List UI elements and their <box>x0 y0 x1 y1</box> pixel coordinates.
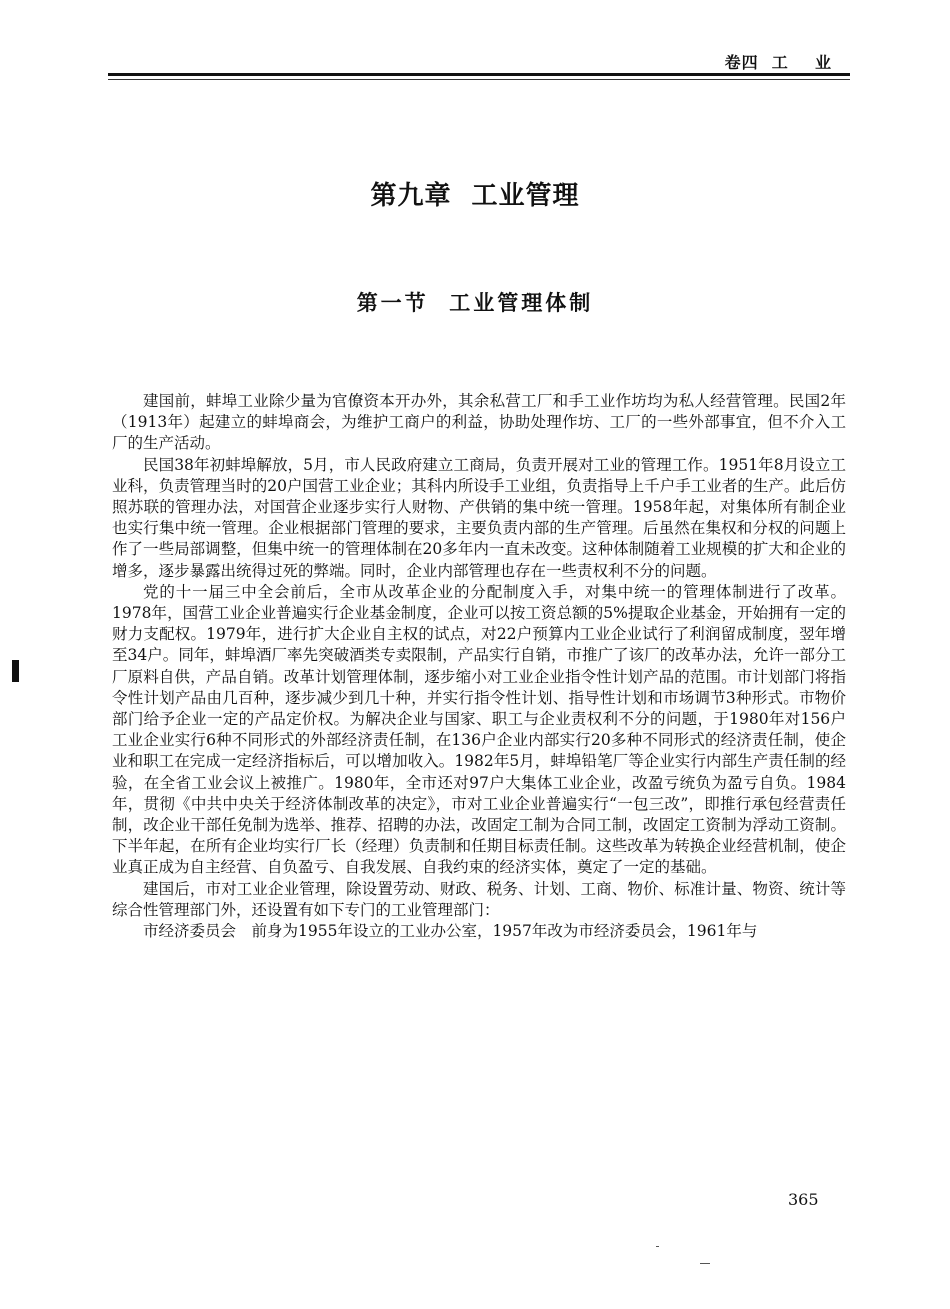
paragraph-5: 市经济委员会 前身为1955年设立的工业办公室，1957年改为市经济委员会，1961年与 <box>143 922 758 941</box>
paragraph-4: 建国后，市对工业企业管理，除设置劳动、财政、税务、计划、工商、物价、标准计量、物资、统计等综合性管理部门外，还设置有如下专门的工业管理部门： <box>112 879 846 919</box>
scan-speck <box>700 1263 710 1264</box>
page-number: 365 <box>788 1190 819 1209</box>
running-head: 卷四 工 业 <box>724 53 832 72</box>
paragraph-2: 民国38年初蚌埠解放，5月，市人民政府建立工商局，负责开展对工业的管理工作。1951年8月设立工业科，负责管理当时的20户国营工业企业；其科内所设手工业组，负责指导上千户手工业者的生产。此后仿照苏联的管理办法，对国营企业逐步实行人财物、产供销的集中统一管理。1958年起，对集体所有制企业也实行集中统一管理。企业根据部门管理的要求，主要负责内部的生产管理。后虽然在集权和分权的问题上作了一些局部调整，但集中统一的管理体制在20多年内一直未改变。这种体制随着工业规模的扩大和企业的增多，逐步暴露出统得过死的弊端。同时，企业内部管理也存在一些责权利不分的问题。 <box>112 455 846 580</box>
chapter-title: 第九章 工业管理 <box>370 181 580 211</box>
paragraph-3: 党的十一届三中全会前后，全市从改革企业的分配制度入手，对集中统一的管理体制进行了改革。1978年，国营工业企业普遍实行企业基金制度，企业可以按工资总额的5%提取企业基金，开始拥有一定的财力支配权。1979年，进行扩大企业自主权的试点，对22户预算内工业企业试行了利润留成制度，翌年增至34户。同年，蚌埠酒厂率先突破酒类专卖限制，产品实行自销，市推广了该厂的改革办法，允许一部分工厂原料自供，产品自销。改革计划管理体制，逐步缩小对工业企业指令性计划产品的范围。市计划部门将指令性计划产品由几百种，逐步减少到几十种，并实行指令性计划、指导性计划和市场调节3种形式。市物价部门给予企业一定的产品定价权。为解决企业与国家、职工与企业责权利不分的问题，于1980年对156户工业企业实行6种不同形式的外部经济责任制，在136户企业内部实行20多种不同形式的经济责任制，使企业和职工在完成一定经济指标后，可以增加收入。1982年5月，蚌埠铅笔厂等企业实行内部生产责任制的经验，在全省工业会议上被推广。1980年，全市还对97户大集体工业企业，改盈亏统负为盈亏自负。1984年，贯彻《中共中央关于经济体制改革的决定》，市对工业企业普遍实行“一包三改”，即推行承包经营责任制，改企业干部任免制为选举、推荐、招聘的办法，改固定工制为合同工制，改固定工资制为浮动工资制。下半年起，在所有企业均实行厂长（经理）负责制和任期目标责任制。这些改革为转换企业经营机制，使企业真正成为自主经营、自负盈亏、自我发展、自我约束的经济实体，奠定了一定的基础。 <box>112 582 846 877</box>
header-rule <box>108 73 850 76</box>
margin-mark <box>12 660 19 682</box>
body-text <box>112 391 846 942</box>
scan-speck <box>656 1246 659 1247</box>
section-title: 第一节 工业管理体制 <box>356 290 594 315</box>
paragraph-1: 建国前，蚌埠工业除少量为官僚资本开办外，其余私营工厂和手工业作坊均为私人经营管理。民国2年（1913年）起建立的蚌埠商会，为维护工商户的利益，协助处理作坊、工厂的一些外部事宜，但不介入工厂的生产活动。 <box>112 392 846 453</box>
header-rule-thin <box>108 79 850 80</box>
